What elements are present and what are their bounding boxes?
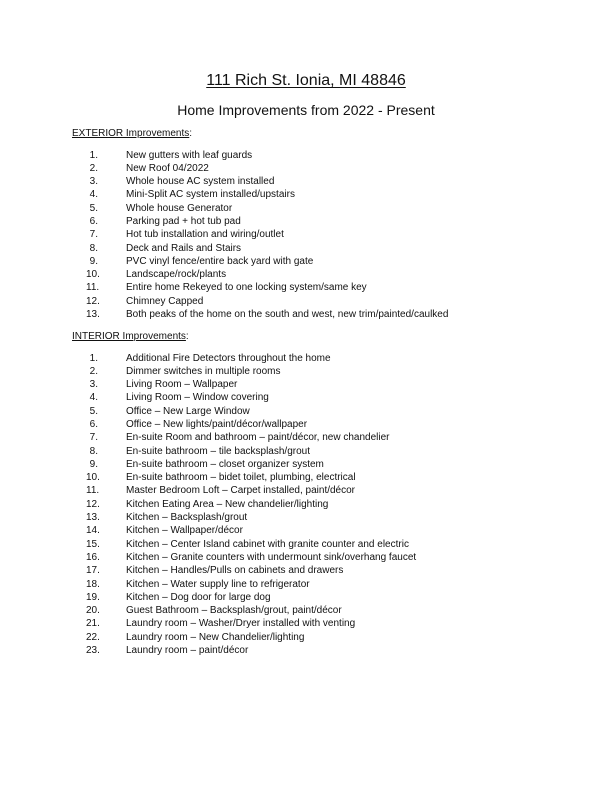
list-item-number: 10.	[86, 472, 100, 484]
list-item-text: Kitchen – Center Island cabinet with granite counter and electric	[126, 538, 409, 550]
list-item-text: Additional Fire Detectors throughout the home	[126, 352, 331, 364]
exterior-heading-colon: :	[189, 128, 193, 139]
list-item-text: Kitchen – Dog door for large dog	[126, 591, 271, 603]
list-item-text: Living Room – Wallpaper	[126, 379, 238, 391]
list-item-text: Both peaks of the home on the south and west, new trim/painted/caulked	[126, 309, 449, 321]
interior-heading	[72, 331, 189, 342]
list-item-text: New gutters with leaf guards	[126, 149, 253, 161]
list-item-text: Office – New lights/paint/décor/wallpaper	[126, 418, 308, 430]
list-item-number: 20.	[86, 605, 100, 617]
interior-heading-colon: :	[185, 331, 189, 342]
list-item-text: Deck and Rails and Stairs	[126, 242, 242, 254]
list-item-number: 9.	[89, 458, 98, 470]
list-item-number: 1.	[89, 149, 98, 161]
list-item-text: Whole house Generator	[126, 202, 233, 214]
exterior-heading	[72, 128, 192, 139]
list-item-text: New Roof 04/2022	[126, 162, 209, 174]
list-item-text: Laundry room – New Chandelier/lighting	[126, 631, 305, 643]
list-item-number: 3.	[89, 379, 98, 391]
list-item-number: 23.	[86, 645, 100, 657]
list-item-number: 21.	[86, 618, 100, 630]
list-item-number: 10.	[86, 269, 100, 281]
document-subtitle: Home Improvements from 2022 - Present	[177, 102, 435, 118]
list-item-number: 22.	[86, 631, 100, 643]
list-item-text: Mini-Split AC system installed/upstairs	[126, 189, 295, 201]
interior-heading-label: INTERIOR Improvements	[72, 331, 186, 342]
list-item-text: Kitchen Eating Area – New chandelier/lighting	[126, 498, 329, 510]
list-item-number: 18.	[86, 578, 100, 590]
list-item-text: En-suite Room and bathroom – paint/décor, new chandelier	[126, 432, 390, 444]
list-item-text: Kitchen – Water supply line to refrigerator	[126, 578, 310, 590]
list-item-number: 7.	[89, 229, 98, 241]
list-item-number: 16.	[86, 551, 100, 563]
list-item-number: 4.	[89, 189, 98, 201]
list-item-text: Laundry room – paint/décor	[126, 645, 249, 657]
list-item-text: Chimney Capped	[126, 295, 204, 307]
list-item-text: Kitchen – Granite counters with undermount sink/overhang faucet	[126, 551, 417, 563]
list-item-text: Living Room – Window covering	[126, 392, 269, 404]
list-item-number: 2.	[89, 365, 98, 377]
list-item-number: 12.	[86, 498, 100, 510]
document-title: 111 Rich St. Ionia, MI 48846	[206, 72, 406, 89]
list-item-text: Dimmer switches in multiple rooms	[126, 365, 281, 377]
list-item-number: 4.	[89, 392, 98, 404]
list-item-number: 14.	[86, 525, 100, 537]
list-item-number: 5.	[89, 405, 98, 417]
list-item-number: 1.	[89, 352, 98, 364]
list-item-text: En-suite bathroom – tile backsplash/grout	[126, 445, 310, 457]
list-item-number: 2.	[89, 162, 98, 174]
list-item-text: Landscape/rock/plants	[126, 269, 227, 281]
list-item-text: Hot tub installation and wiring/outlet	[126, 229, 284, 241]
list-item-number: 3.	[89, 176, 98, 188]
list-item-text: Parking pad + hot tub pad	[126, 215, 241, 227]
list-item-text: En-suite bathroom – bidet toilet, plumbing, electrical	[126, 472, 356, 484]
list-item-number: 8.	[89, 242, 98, 254]
list-item-number: 7.	[89, 432, 98, 444]
list-item-text: PVC vinyl fence/entire back yard with gate	[126, 255, 314, 267]
list-item-text: Laundry room – Washer/Dryer installed with venting	[126, 618, 356, 630]
list-item-text: Whole house AC system installed	[126, 176, 275, 188]
list-item-text: Entire home Rekeyed to one locking system/same key	[126, 282, 367, 294]
list-item-number: 6.	[89, 215, 98, 227]
list-item-number: 19.	[86, 591, 100, 603]
list-item-number: 13.	[86, 512, 100, 524]
list-item-number: 17.	[86, 565, 100, 577]
list-item-number: 11.	[86, 485, 100, 497]
list-item-number: 5.	[89, 202, 98, 214]
list-item-number: 11.	[86, 282, 100, 294]
list-item-text: Guest Bathroom – Backsplash/grout, paint/décor	[126, 605, 342, 617]
list-item-text: Kitchen – Handles/Pulls on cabinets and drawers	[126, 565, 344, 577]
list-item-text: En-suite bathroom – closet organizer system	[126, 458, 324, 470]
list-item-text: Kitchen – Backsplash/grout	[126, 512, 248, 524]
list-item-number: 15.	[86, 538, 100, 550]
list-item-number: 12.	[86, 295, 100, 307]
list-item-number: 6.	[89, 418, 98, 430]
list-item-text: Kitchen – Wallpaper/décor	[126, 525, 243, 537]
list-item-text: Office – New Large Window	[126, 405, 250, 417]
exterior-heading-label: EXTERIOR Improvements	[72, 128, 190, 139]
list-item-text: Master Bedroom Loft – Carpet installed, paint/décor	[126, 485, 356, 497]
list-item-number: 13.	[86, 309, 100, 321]
list-item-number: 8.	[89, 445, 98, 457]
list-item-number: 9.	[89, 255, 98, 267]
